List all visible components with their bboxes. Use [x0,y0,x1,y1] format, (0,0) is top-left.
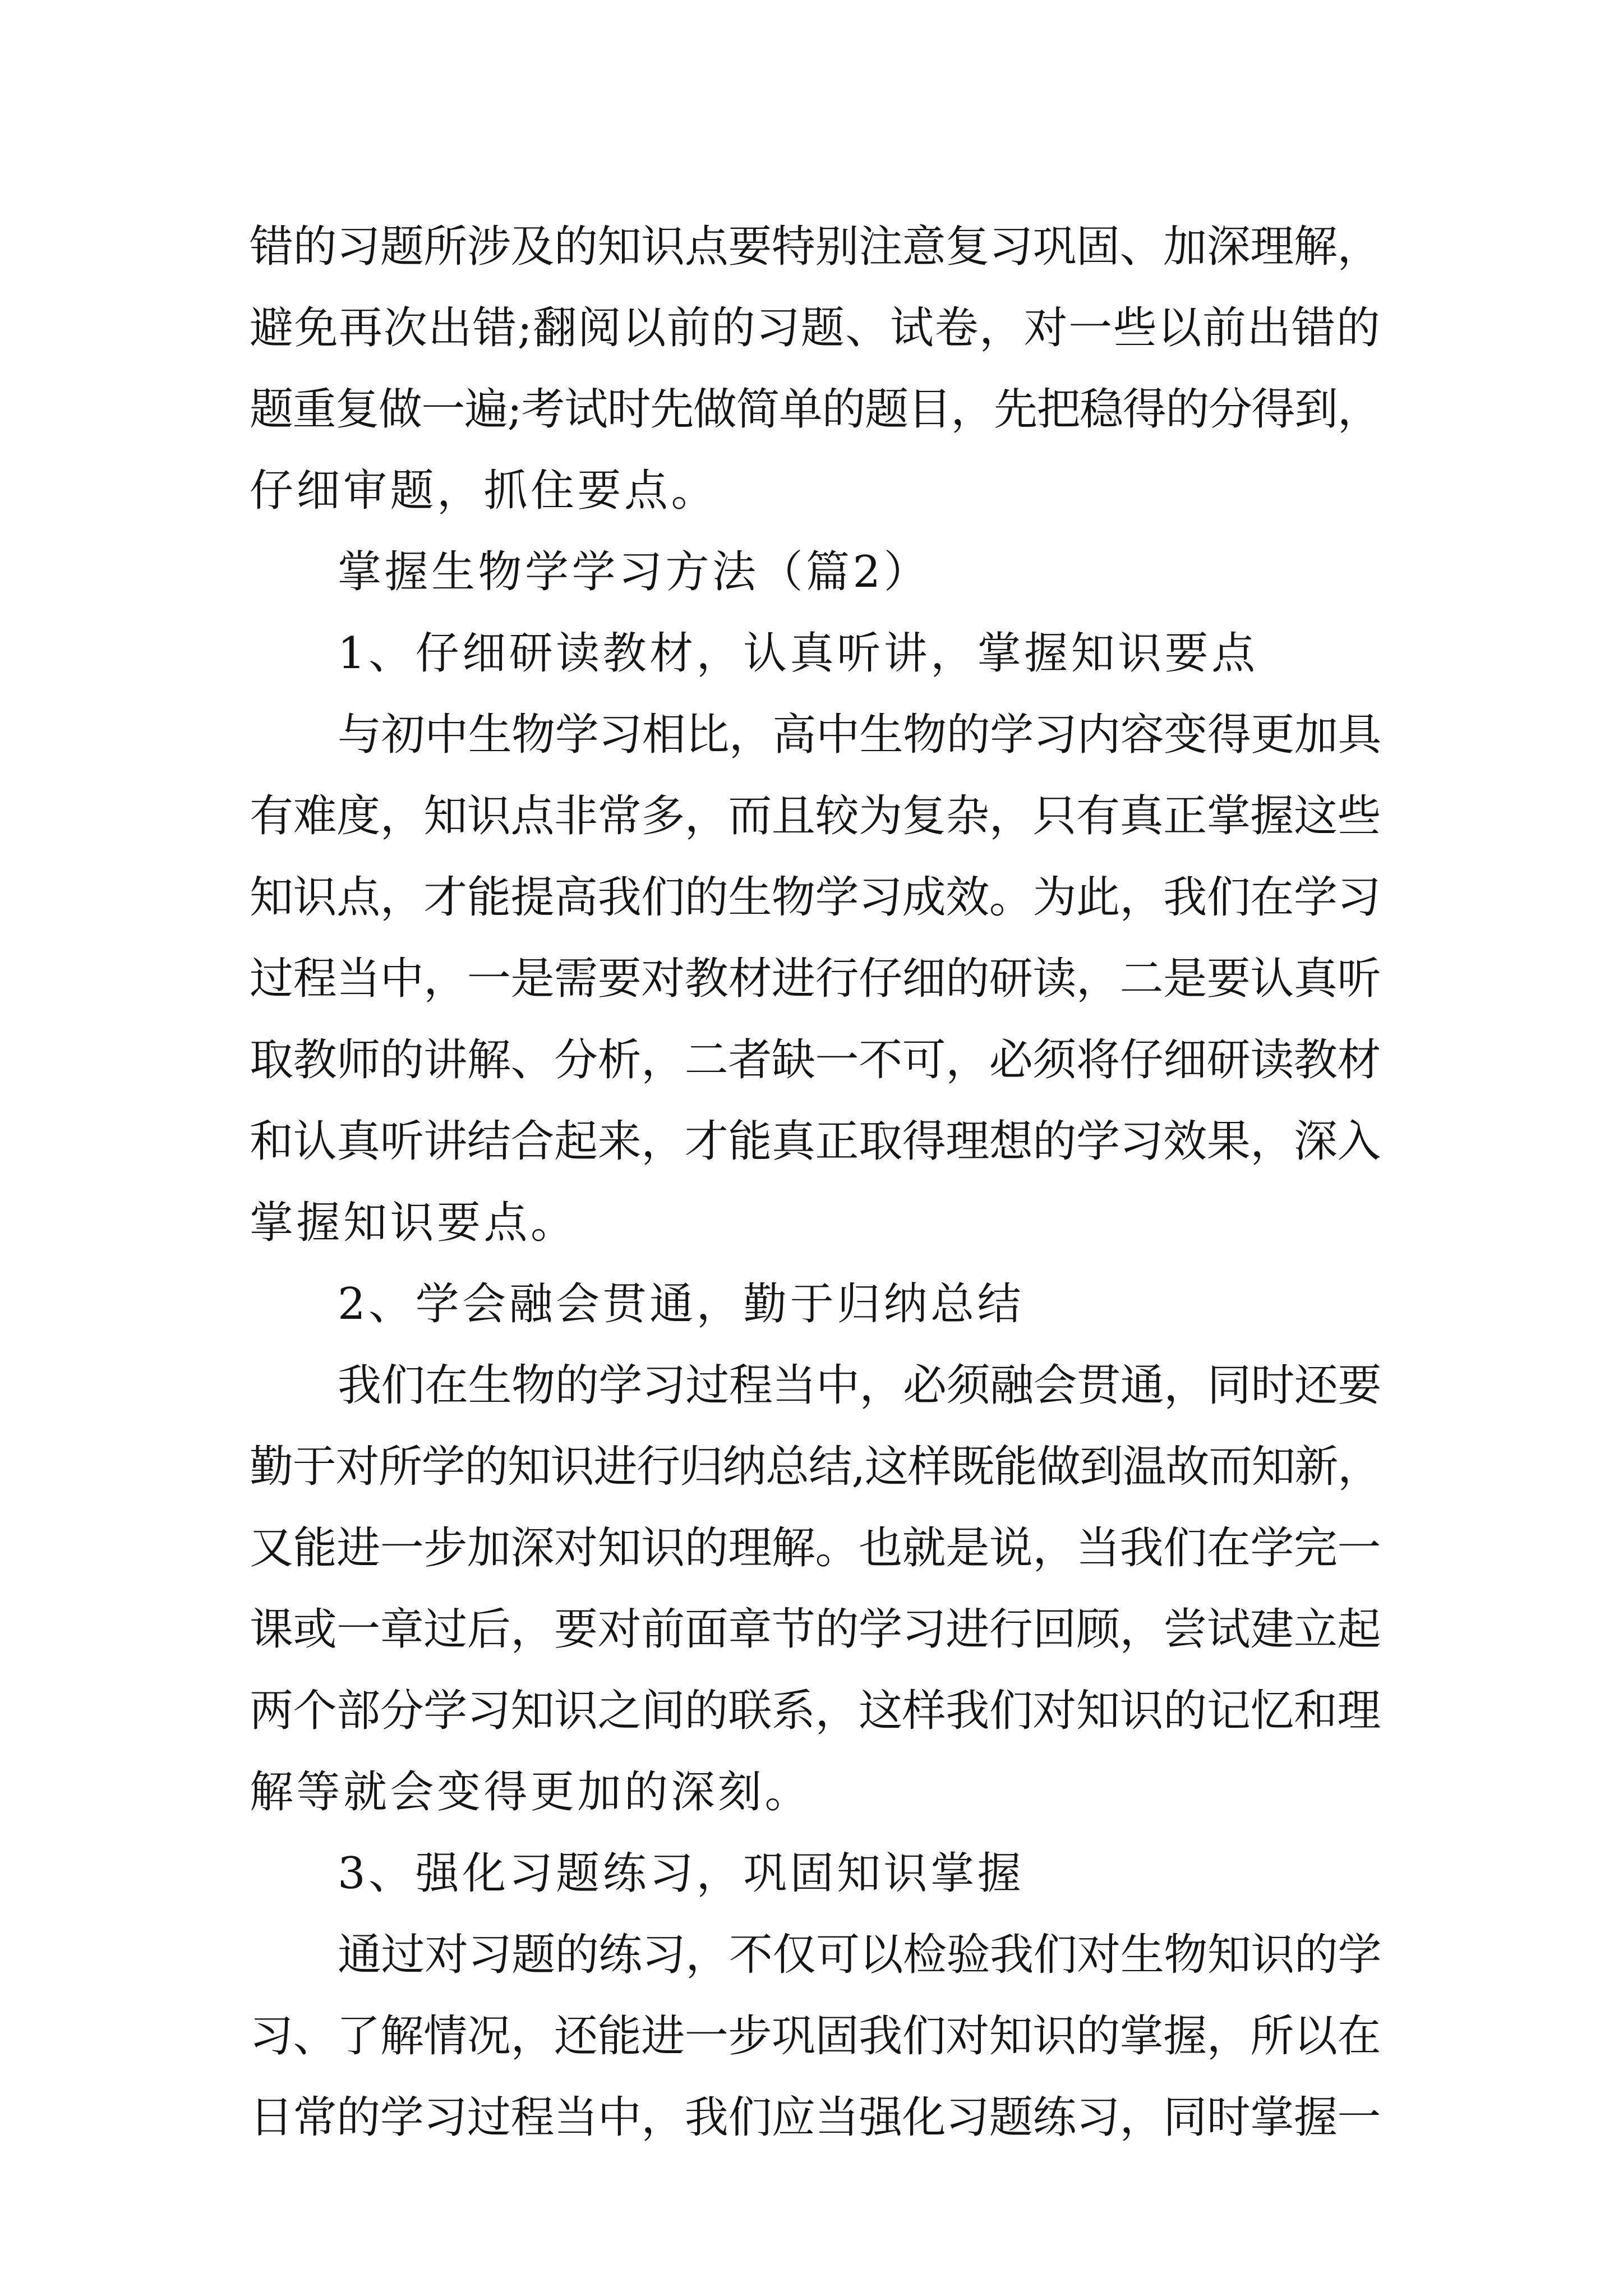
text-line: 避免再次出错;翻阅以前的习题、试卷，对一些以前出错的 [250,303,1381,353]
text-line: 题重复做一遍;考试时先做简单的题目，先把稳得的分得到， [250,384,1381,435]
document-body [250,206,1388,2159]
text-line: 又能进一步加深对知识的理解。也就是说，当我们在学完一 [250,1523,1381,1573]
text-line: 课或一章过后，要对前面章节的学习进行回顾，尝试建立起 [250,1604,1381,1655]
text-line: 解等就会变得更加的深刻。 [250,1767,812,1818]
text-line: 有难度，知识点非常多，而且较为复杂，只有真正掌握这些 [250,791,1381,841]
text-line: 和认真听讲结合起来，才能真正取得理想的学习效果，深入 [250,1116,1381,1167]
text-line: 过程当中，一是需要对教材进行仔细的研读，二是要认真听 [250,954,1381,1004]
text-line: 两个部分学习知识之间的联系，这样我们对知识的记忆和理 [250,1686,1381,1736]
text-line: 日常的学习过程当中，我们应当强化习题练习，同时掌握一 [250,2092,1381,2143]
text-line: 3、强化习题练习，巩固知识掌握 [338,1848,1025,1899]
text-line: 2、学会融会贯通，勤于归纳总结 [338,1279,1025,1329]
text-line: 勤于对所学的知识进行归纳总结,这样既能做到温故而知新， [250,1442,1381,1492]
text-line: 与初中生物学习相比，高中生物的学习内容变得更加具 [338,710,1382,760]
text-line: 掌握知识要点。 [250,1198,578,1248]
text-line: 通过对习题的练习，不仅可以检验我们对生物知识的学 [338,1930,1382,1980]
text-line: 我们在生物的学习过程当中，必须融会贯通，同时还要 [338,1360,1382,1411]
text-line: 掌握生物学学习方法（篇2） [338,547,931,597]
text-line: 习、了解情况，还能进一步巩固我们对知识的掌握，所以在 [250,2011,1381,2062]
text-line: 取教师的讲解、分析，二者缺一不可，必须将仔细研读教材 [250,1035,1381,1085]
text-line: 1、仔细研读教材，认真听讲，掌握知识要点 [338,628,1258,679]
text-line: 错的习题所涉及的知识点要特别注意复习巩固、加深理解， [250,222,1381,272]
text-line: 知识点，才能提高我们的生物学习成效。为此，我们在学习 [250,872,1381,923]
text-line: 仔细审题，抓住要点。 [250,466,718,516]
